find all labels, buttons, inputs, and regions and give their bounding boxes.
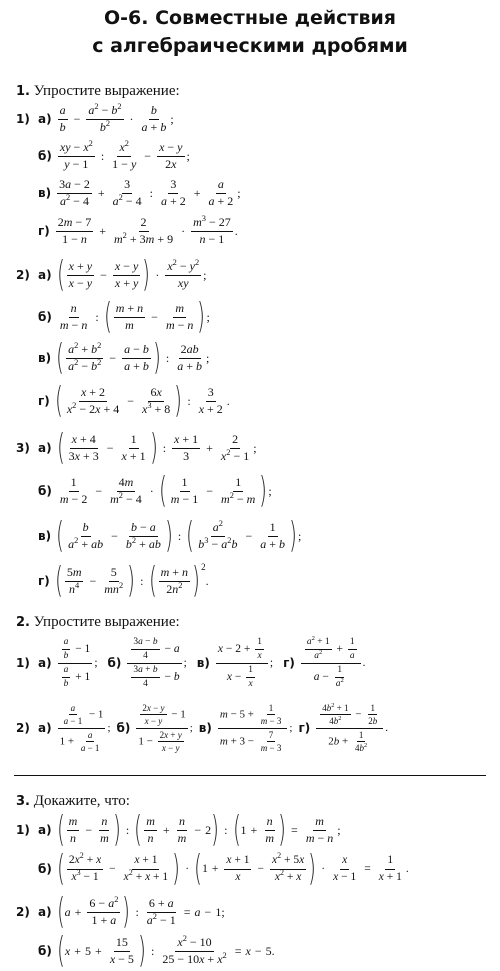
part-label: 1) [16, 112, 30, 127]
fraction: $\frac{x^2}{1 - y}$ [112, 139, 137, 171]
fraction: $\frac{m}{m - n}$ [165, 300, 194, 332]
complex-fraction: $\frac{a}{a - 1}$ − 1 1 + $\frac{a}{a - 1}$ [59, 703, 104, 754]
exercise-1-3-a: 3) а) ( $\frac{x + 4}{3x + 3}$ − $\frac{1}{x + 1}$ ) : $\frac{x + 1}{3}$ + $\frac{2}{x^2 - 1}$ ; [16, 427, 257, 468]
exercise-1-2-v: в) ( $\frac{a^2 + b^2}{a^2 - b^2}$ − $\frac{a - b}{a + b}$ ) : $\frac{2ab}{a + b}$ ; [38, 337, 210, 378]
part-label: 2) [16, 268, 30, 282]
fraction: $\frac{a}{b}$ [59, 103, 66, 134]
item-label: в) [38, 186, 52, 201]
task-number: 1. [16, 84, 30, 99]
fraction: $\frac{1}{x + 1}$ [121, 431, 146, 463]
fraction: $\frac{a}{a + 2}$ [208, 177, 234, 208]
item-label: в) [38, 529, 52, 543]
exercise-1-2-a: 2) а) ( $\frac{x + y}{x - y}$ − $\frac{x - y}{x + y}$ ) · $\frac{x^2 - y^2}{xy}$ ; [16, 254, 207, 295]
fraction: $\frac{3}{x + 2}$ [198, 384, 223, 416]
complex-fraction: $\frac{a}{b}$ − 1 $\frac{a}{b}$ + 1 [58, 637, 93, 689]
fraction: $\frac{5}{mn^2}$ [104, 564, 124, 596]
fraction: $\frac{m}{n}$ [68, 813, 78, 845]
fraction: $\frac{x}{x - 1}$ [333, 854, 357, 883]
part-label: 3) [16, 441, 30, 455]
item-label: а) [38, 441, 52, 455]
exercise-3-1-a: 1) а) ( $\frac{m}{n}$ − $\frac{n}{m}$ ) : ( $\frac{m}{n}$ + $\frac{n}{m}$ − 2 ) : ( 1 + $\frac{n}{m}$ ) = $\frac{m}{m - n}$ ; [16, 809, 341, 850]
fraction: $\frac{a^2 - b^2}{b^2}$ [88, 102, 122, 134]
fraction: $\frac{m + n}{2n^2}$ [160, 564, 189, 596]
task-prompt: Упростите выражение: [33, 614, 180, 630]
fraction: $\frac{4m}{m^2 - 4}$ [110, 474, 142, 506]
item-label: а) [38, 823, 52, 837]
item-label: в) [196, 656, 210, 671]
fraction: $\frac{x^2 + 5x}{x^2 + x}$ [271, 851, 305, 883]
fraction: $\frac{1}{m - 2}$ [59, 474, 88, 506]
item-label: б) [116, 721, 131, 736]
fraction: $\frac{6 + a}{a^2 - 1}$ [146, 895, 176, 927]
complex-fraction: m − 5 + $\frac{1}{m - 3}$ m + 3 − $\frac{7}{m - 3}$ [218, 703, 288, 753]
task-1-heading [16, 82, 180, 101]
fraction: $\frac{2m - 7}{1 - n}$ [57, 215, 92, 246]
fraction: $\frac{m}{n}$ [146, 813, 155, 845]
section-divider [14, 775, 486, 776]
worksheet-title-line-2: с алгебраическими дробями [92, 35, 408, 57]
part-label: 2) [16, 721, 30, 736]
fraction: $\frac{x + 1}{x}$ [226, 854, 250, 883]
fraction: $\frac{x^2 - 10}{25 - 10x + x^2}$ [162, 933, 227, 966]
item-label: в) [38, 351, 52, 365]
task-2-heading [16, 613, 180, 632]
fraction: $\frac{n}{m}$ [177, 813, 187, 845]
exercise-1-1-b: б) $\frac{xy - x^2}{y - 1}$ : $\frac{x^2}{1 - y}$ − $\frac{x - y}{2x}$ ; [38, 139, 190, 171]
item-label: б) [38, 149, 52, 164]
fraction: $\frac{xy - x^2}{y - 1}$ [59, 139, 93, 171]
fraction: $\frac{3a - 2}{a^2 - 4}$ [59, 177, 90, 208]
item-label: а) [38, 721, 52, 736]
task-number: 3. [16, 794, 30, 809]
item-label: г) [38, 224, 50, 239]
fraction: $\frac{3}{a + 2}$ [160, 177, 186, 208]
exercise-1-2-b: б) $\frac{n}{m - n}$ : ( $\frac{m + n}{m}$ − $\frac{m}{m - n}$ ) ; [38, 296, 210, 337]
exercise-3-1-b: б) ( $\frac{2x^2 + x}{x^3 - 1}$ − $\frac{x + 1}{x^2 + x + 1}$ ) · ( 1 + $\frac{x + 1}{x}$ − $\frac{x^2 + 5x}{x^2 + x}$ ) · $\frac{x}{x - 1}$ = $\frac{1}{x + 1}$ . [38, 848, 409, 889]
item-label: б) [38, 484, 52, 498]
complex-fraction: $\frac{3a - b}{4}$ − a $\frac{3a + b}{4}$ − b [127, 637, 181, 689]
complex-fraction: $\frac{2x - y}{x - y}$ − 1 1 − $\frac{2x + y}{x - y}$ [138, 703, 186, 754]
fraction: $\frac{b}{a + b}$ [141, 103, 167, 134]
fraction: $\frac{2ab}{a + b}$ [177, 341, 203, 373]
fraction: $\frac{b - a}{b^2 + ab}$ [125, 519, 161, 551]
item-label: г) [283, 656, 295, 671]
fraction: $\frac{2}{m^2 + 3m + 9}$ [114, 215, 174, 246]
exercise-3-2-a: 2) а) ( a + $\frac{6 - a^2}{1 + a}$ ) : $\frac{6 + a}{a^2 - 1}$ = a − 1; [16, 891, 225, 932]
exercise-1-3-v: в) ( $\frac{b}{a^2 + ab}$ − $\frac{b - a}{b^2 + ab}$ ) : ( $\frac{a^2}{b^3 - a^2b}$ − $\frac{1}{a + b}$ ) ; [38, 515, 302, 556]
item-label: б) [38, 862, 52, 876]
fraction: $\frac{m^3 - 27}{n - 1}$ [193, 214, 231, 246]
fraction: $\frac{x - y}{2x}$ [159, 140, 183, 171]
item-label: г) [38, 394, 50, 408]
task-number: 2. [16, 615, 30, 630]
fraction: $\frac{6 - a^2}{1 + a}$ [89, 894, 119, 927]
part-label: 2) [16, 905, 30, 919]
fraction: $\frac{x + 1}{x^2 + x + 1}$ [123, 854, 169, 883]
item-label: а) [38, 268, 52, 282]
item-label: а) [38, 112, 52, 127]
item-label: б) [38, 310, 52, 324]
fraction: $\frac{x + y}{x - y}$ [68, 258, 93, 290]
fraction: $\frac{3}{a^2 - 4}$ [112, 177, 142, 208]
fraction: $\frac{x + 2}{x^2 - 2x + 4}$ [66, 384, 120, 416]
fraction: $\frac{m}{m - n}$ [305, 813, 334, 845]
fraction: $\frac{x + 4}{3x + 3}$ [68, 431, 99, 463]
fraction: $\frac{n}{m}$ [100, 813, 109, 845]
fraction: $\frac{2x^2 + x}{x^3 - 1}$ [68, 851, 102, 883]
exercise-1-1-a: 1) а) $\frac{a}{b}$ − $\frac{a^2 - b^2}{b^2}$ · $\frac{b}{a + b}$ ; [16, 102, 174, 134]
fraction: $\frac{1}{m^2 - m}$ [221, 474, 256, 506]
task-prompt: Упростите выражение: [33, 83, 180, 99]
item-label: а) [38, 905, 52, 919]
item-label: а) [38, 656, 52, 671]
complex-fraction: $\frac{4b^2 + 1}{4b^2}$ − $\frac{1}{2b}$ 2b + $\frac{1}{4b^2}$ [316, 703, 383, 753]
fraction: $\frac{n}{m - n}$ [59, 300, 88, 332]
complex-fraction: $\frac{a^2 + 1}{a^2}$ + $\frac{1}{a}$ a − $\frac{1}{a^2}$ [301, 637, 361, 689]
fraction: $\frac{6x}{x^3 + 8}$ [142, 384, 171, 416]
exercise-1-3-g: г) ( $\frac{5m}{n^4}$ − $\frac{5}{mn^2}$ ) : ( $\frac{m + n}{2n^2}$ ) $^2$ . [38, 560, 209, 601]
fraction: $\frac{a - b}{a + b}$ [124, 341, 149, 373]
fraction: $\frac{1}{x + 1}$ [378, 854, 402, 883]
fraction: $\frac{x + 1}{3}$ [174, 431, 199, 463]
fraction: $\frac{1}{m - 1}$ [170, 474, 199, 506]
item-label: б) [107, 656, 122, 671]
complex-fraction: x − 2 + $\frac{1}{x}$ x − $\frac{1}{x}$ [216, 637, 268, 689]
fraction: $\frac{b}{a^2 + ab}$ [68, 519, 104, 551]
fraction: $\frac{2}{x^2 - 1}$ [220, 431, 250, 463]
exercise-2-2: 2) а) $\frac{a}{a - 1}$ − 1 1 + $\frac{a}{a - 1}$ ; б) $\frac{2x - y}{x - y}$ − 1 1 − $\frac{2x + y}{x - y}$ ; в) m − 5 + $\frac{1}{m - 3}$ m + 3 − $\frac{7}{m - 3}$ ; г) $\frac{4b^2 + 1}{4b^2}$ − $\frac{1}{2b}$ 2b + $\frac{1}{4b^2}$ . [16, 702, 388, 754]
fraction: $\frac{a^2 + b^2}{a^2 - b^2}$ [68, 340, 102, 373]
exercise-1-1-g: г) $\frac{2m - 7}{1 - n}$ + $\frac{2}{m^2 + 3m + 9}$ · $\frac{m^3 - 27}{n - 1}$ . [38, 214, 238, 246]
fraction: $\frac{a^2}{b^3 - a^2b}$ [198, 518, 238, 551]
item-label: г) [38, 574, 50, 588]
fraction: $\frac{5m}{n^4}$ [66, 564, 82, 596]
fraction: $\frac{15}{x - 5}$ [109, 934, 134, 966]
item-label: г) [298, 721, 311, 736]
item-label: в) [198, 721, 212, 736]
fraction: $\frac{x - y}{x + y}$ [114, 258, 139, 290]
exercise-3-2-b: б) ( x + 5 + $\frac{15}{x - 5}$ ) : $\frac{x^2 - 10}{25 - 10x + x^2}$ = x − 5. [38, 930, 275, 971]
fraction: $\frac{m + n}{m}$ [115, 300, 144, 332]
item-label: б) [38, 944, 52, 958]
fraction: $\frac{1}{a + b}$ [260, 519, 285, 551]
worksheet-title-line-1: О-6. Совместные действия [104, 7, 396, 29]
exercise-1-1-v: в) $\frac{3a - 2}{a^2 - 4}$ + $\frac{3}{a^2 - 4}$ : $\frac{3}{a + 2}$ + $\frac{a}{a + 2}$ ; [38, 177, 241, 208]
exercise-1-3-b: б) $\frac{1}{m - 2}$ − $\frac{4m}{m^2 - 4}$ · ( $\frac{1}{m - 1}$ − $\frac{1}{m^2 - m}$ ) ; [38, 470, 272, 511]
fraction: $\frac{x^2 - y^2}{xy}$ [167, 257, 200, 290]
exercise-2-1: 1) а) $\frac{a}{b}$ − 1 $\frac{a}{b}$ + 1 ; б) $\frac{3a - b}{4}$ − a $\frac{3a + b}{4}$ − b ; в) x − 2 + $\frac{1}{x}$ x − $\frac{1}{x}$ ; г) $\frac{a^2 + 1}{a^2}$ + $\frac{1}{a}$ a − $\frac{1}{a^2}$ . [16, 634, 366, 689]
part-label: 1) [16, 823, 30, 837]
part-label: 1) [16, 656, 30, 671]
exercise-1-2-g: г) ( $\frac{x + 2}{x^2 - 2x + 4}$ − $\frac{6x}{x^3 + 8}$ ) : $\frac{3}{x + 2}$ . [38, 380, 230, 421]
task-prompt: Докажите, что: [33, 793, 130, 809]
fraction: $\frac{n}{m}$ [265, 813, 274, 845]
